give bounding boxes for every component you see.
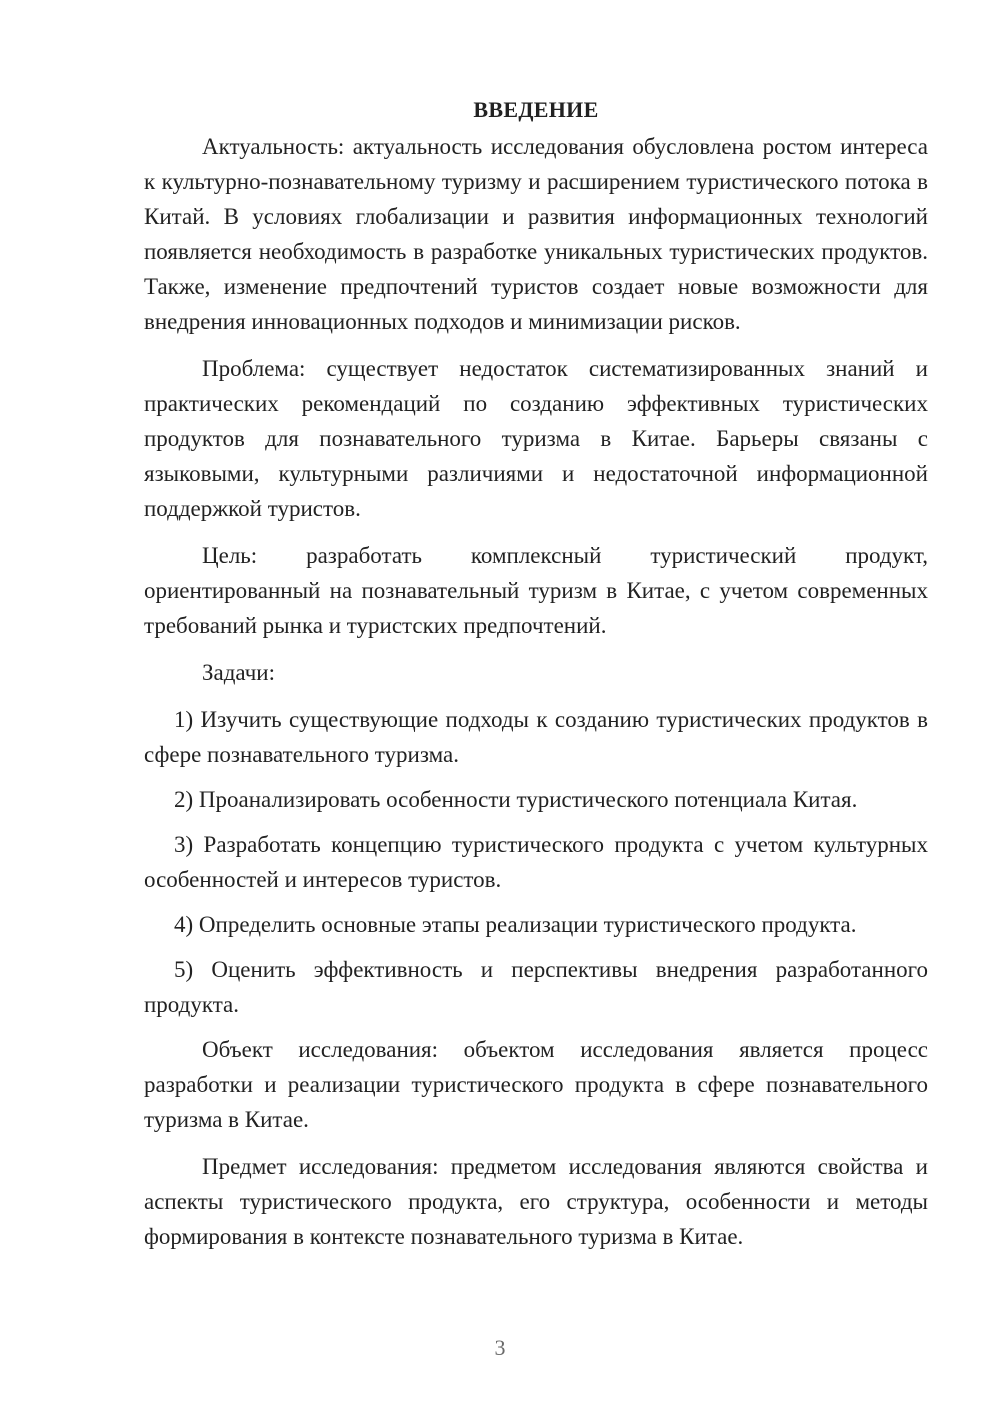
task-item: 1) Изучить существующие подходы к созданию туристических продуктов в сфере познавательного туризма.	[144, 707, 928, 767]
tasks-label: Задачи:	[202, 660, 275, 685]
subject-paragraph: Предмет исследования: предметом исследования являются свойства и аспекты туристического продукта, его структура, особенности и методы формирования в контексте познавательного туризма в Китае.	[144, 1154, 928, 1249]
page-number: 3	[494, 1335, 506, 1360]
task-item: 3) Разработать концепцию туристического продукта с учетом культурных особенностей и интересов туристов.	[144, 832, 928, 892]
task-item: 2) Проанализировать особенности туристического потенциала Китая.	[174, 787, 858, 812]
section-heading: ВВЕДЕНИЕ	[473, 97, 599, 122]
goal-paragraph: Цель: разработать комплексный туристический продукт, ориентированный на познавательный туризм в Китае, с учетом современных требований рынка и туристских предпочтений.	[144, 543, 928, 638]
object-paragraph: Объект исследования: объектом исследования является процесс разработки и реализации туристического продукта в сфере познавательного туризма в Китае.	[144, 1037, 928, 1132]
task-item: 4) Определить основные этапы реализации туристического продукта.	[174, 912, 857, 937]
problem-paragraph: Проблема: существует недостаток систематизированных знаний и практических рекомендаций по созданию эффективных туристических продуктов для познавательного туризма в Китае. Барьеры связаны с языковыми, культурными различиями и недостаточной информационной поддержкой туристов.	[144, 356, 928, 521]
relevance-paragraph: Актуальность: актуальность исследования обусловлена ростом интереса к культурно-познавательному туризму и расширением туристического потока в Китай. В условиях глобализации и развития информационных технологий появляется необходимость в разработке уникальных туристических продуктов. Также, изменение предпочтений туристов создает новые возможности для внедрения инновационных подходов и минимизации рисков.	[144, 134, 928, 334]
task-item: 5) Оценить эффективность и перспективы внедрения разработанного продукта.	[144, 957, 928, 1017]
document-page	[144, 95, 928, 1266]
